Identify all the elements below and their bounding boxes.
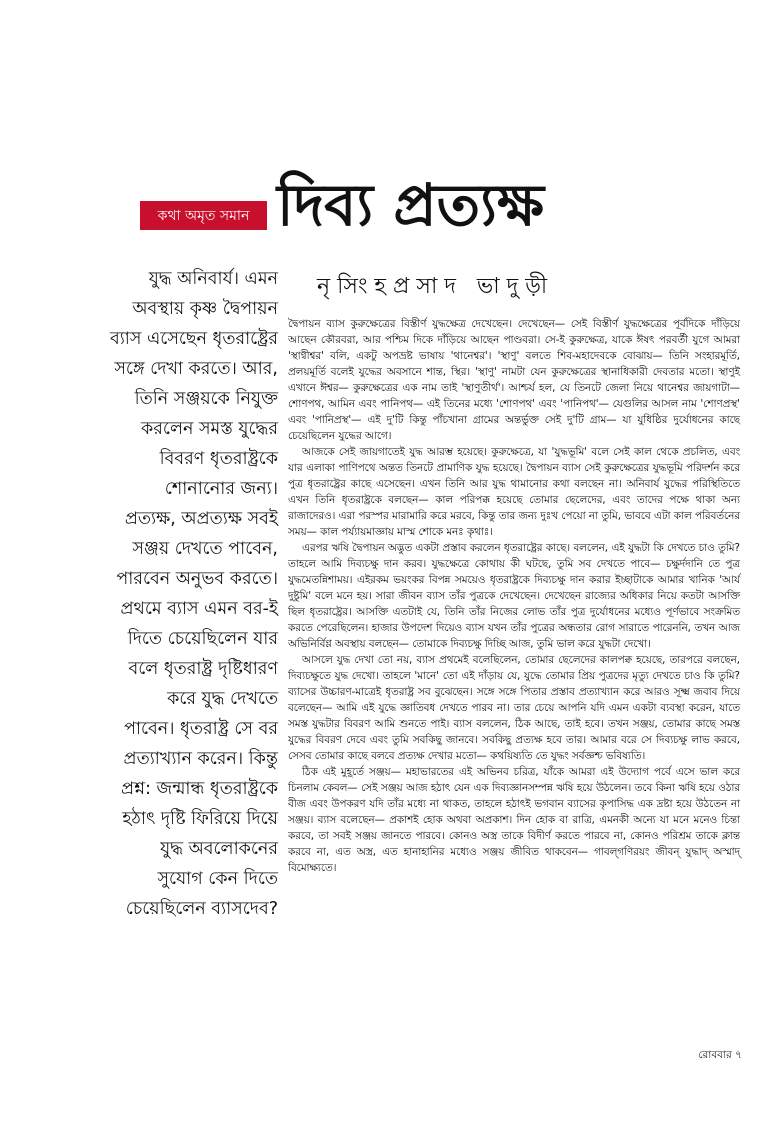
pull-quote-line: হঠাৎ দৃষ্টি ফিরিয়ে দিয়ে <box>122 809 278 829</box>
pull-quote-line: পাবেন। ধৃতরাষ্ট্র সে বর <box>124 719 278 739</box>
body-paragraph: দ্বৈপায়ন ব্যাস কুরুক্ষেত্রের বিস্তীর্ণ যুদ্ধক্ষেত্র দেখেছেন। দেখেছেন— সেই বিস্তীর্ণ যুদ্ধক্ষেত্রের পূর্বদিকে দাঁড়িয়ে আছেন কৌরবরা, আর পশ্চিম দিকে দাঁড়িয়ে আছেন পাণ্ডবরা। সে-ই কুরুক্ষেত্র, যাকে ঈষৎ পরবর্তী যুগে আমরা 'স্থাণ্বীশ্বর' বলি, একটু অপভ্রষ্ট ভাষায় 'থানেশ্বর'। 'স্থাণু' বলতে শিব-মহাদেবকে বোঝায়— তিনি সংহারমূর্তি, প্রলয়মূর্তি বলেই যুদ্ধের অবসানে শান্ত, স্থির। 'স্থাণু' নামটা যেন কুরুক্ষেত্রের স্থানাধিকারী দেবতার মতো। স্থাণুই এখানে ঈশ্বর— কুরুক্ষেত্রের এক নাম তাই 'স্থাণুতীর্থ'। আশ্চর্য হল, যে তিনটে জেলা নিয়ে থানেশ্বর জায়গাটা— শোণপথ, আমিন এবং পানিপথ— এই তিনের মধ্যে 'শোণপথ' এবং 'পানিপথ'— যেগুলির আসল নাম 'শোণপ্রস্থ' এবং 'পানিপ্রস্থ'— এই দু'টি কিন্তু পাঁচখানা গ্রামের অন্তর্ভুক্ত সেই দু'টি গ্রাম— যা যুধিষ্ঠির দুর্যোধনের কাছে চেয়েছিলেন যুদ্ধের আগে। <box>288 318 740 442</box>
pull-quote-line: প্রথমে ব্যাস এমন বর-ই <box>120 599 278 619</box>
pull-quote-line: প্রত্যাখ্যান করেন। কিন্তু <box>123 749 278 769</box>
pull-quote-line: প্রশ্ন: জন্মান্ধ ধৃতরাষ্ট্রকে <box>121 779 278 799</box>
pull-quote-line: প্রত্যক্ষ, অপ্রত্যক্ষ সবই <box>124 509 278 529</box>
body-paragraph: ঠিক এই মুহূর্তে সঞ্জয়— মহাভারতের এই অভিনব চরিত্র, যাঁকে আমরা এই উদ্যোগ পর্বে এসে ভাল করে চিনলাম কেবল— সেই সঞ্জয় আজ হঠাৎ যেন এক দিব্যজ্ঞানসম্পন্ন ঋষি হয়ে উঠলেন। তবে কিনা ঋষি হয়ে ওঠার বীজ এবং উপকরণ যদি তাঁর মধ্যে না থাকত, তাহলে হঠাৎই ভগবান ব্যাসের কৃপাসিদ্ধ এক দ্রষ্টা হয়ে উঠতেন না সঞ্জয়। ব্যাস বলেছেন— প্রকাশই হোক অথবা অপ্রকাশ। দিন হোক বা রাত্রি, এমনকী অন্যে যা মনে মনেও চিন্তা করবে, তা সবই সঞ্জয় জানতে পারবে। কোনও অস্ত্র তাকে বিদীর্ণ করতে পারবে না, কোনও পরিশ্রম তাকে ক্লান্ত করবে না, এত অস্ত্র, এত হানাহানির মধ্যেও সঞ্জয় জীবিত থাকবেন— গাবল্‌গণিরয়ং জীবন্‌ যুদ্ধাদ্‌ অস্মাদ্‌ বিমোক্ষ্যতে। <box>288 766 740 874</box>
page-footer: রোববার ৭ <box>698 1049 742 1061</box>
pull-quote-line: সুযোগ কেন দিতে <box>157 869 278 889</box>
article-body <box>288 316 740 876</box>
author-byline: নৃসিংহপ্রসাদ ভাদুড়ী <box>317 274 555 299</box>
pull-quote-line: দিতে চেয়েছিলেন যার <box>127 629 278 649</box>
article-title: দিব্য প্রত্যক্ষ <box>277 171 544 239</box>
pull-quote-line: অবস্থায় কৃষ্ণ দ্বৈপায়ন <box>132 299 278 319</box>
pull-quote-line: পারবেন অনুভব করতে। <box>116 569 278 589</box>
pull-quote-line: যুদ্ধ অবলোকনের <box>160 839 278 859</box>
pull-quote-line: যুদ্ধ অনিবার্য। এমন <box>148 269 278 289</box>
pull-quote-line: তিনি সঞ্জয়কে নিযুক্ত <box>134 389 278 409</box>
pull-quote-line: বলে ধৃতরাষ্ট্র দৃষ্টিধারণ <box>128 659 278 679</box>
pull-quote-line: চেয়েছিলেন ব্যাসদেব? <box>125 899 278 919</box>
pull-quote-line: সঞ্জয় দেখতে পাবেন, <box>132 539 278 559</box>
body-paragraph: আজকে সেই জায়গাতেই যুদ্ধ আরম্ভ হয়েছে। কুরুক্ষেত্রে, যা 'যুদ্ধভূমি' বলে সেই কাল থেকে প্রচলিত, এবং যার এলাকা পাণিপথে অন্তত তিনটে প্রামাণিক যুদ্ধ হয়েছে। দ্বৈপায়ন ব্যাস সেই কুরুক্ষেত্রের যুদ্ধভূমি পরিদর্শন করে পুত্র ধৃতরাষ্ট্রের কাছে এসেছেন। এখন তিনি আর যুদ্ধ থামানোর কথা বলছেন না। অনিবার্য যুদ্ধের পরিস্থিতিতে এখন তিনি ধৃতরাষ্ট্রকে বলছেন— কাল পরিপক্ক হয়েছে তোমার ছেলেদের, এবং তাদের পক্ষে থাকা অন্য রাজাদেরও। এরা পরস্পর মারামারি করে মরবে, কিন্তু তার জন্য দুঃখ পেয়ো না তুমি, ভাববে এটা কাল পরিবর্তনের সময়— কাল পর্য্যায়মাজ্ঞায় মাস্ম শোকে মনঃ কৃথাঃ। <box>288 446 740 538</box>
pull-quote <box>62 264 278 924</box>
body-paragraph: এরপর ঋষি দ্বৈপায়ন অদ্ভুত একটা প্রস্তাব করলেন ধৃতরাষ্ট্রের কাছে। বললেন, এই যুদ্ধটা কি দেখতে চাও তুমি? তাহলে আমি দিব্যচক্ষু দান করব। যুদ্ধক্ষেত্রে কোথায় কী ঘটছে, তুমি সব দেখতে পাবে— চক্ষুর্দদানি তে পুত্র যুদ্ধমেতন্নিশাময়। এইরকম ভয়ংকর বিপন্ন সময়েও ধৃতরাষ্ট্রকে দিব্যচক্ষু দান করার ইচ্ছাটাকে আমার খানিক 'আর্য দুষ্টুমি' বলে মনে হয়। সারা জীবন ব্যাস তাঁর পুত্রকে দেখেছেন। দেখেছেন রাজ্যের অধিকার নিয়ে কতটা আসক্তি ছিল ধৃতরাষ্ট্রের। আসক্তি এতটাই যে, তিনি তাঁর নিজের লোভ তাঁর পুত্র দুর্যোধনের মধ্যেও পূর্ণভাবে সংক্রমিত করতে পেরেছিলেন। হাজার উপদেশ দিয়েও ব্যাস যখন তাঁর পুত্রের অন্ধতার রোগ সারাতে পারেননি, তখন আজ অভিনির্বিণ্ণ অবস্থায় বলছেন— তোমাকে দিব্যচক্ষু দিচ্ছি আজ, তুমি ভাল করে যুদ্ধটা দেখো। <box>288 542 740 650</box>
pull-quote-line: বিবরণ ধৃতরাষ্ট্রকে <box>159 449 278 469</box>
pull-quote-line: করে যুদ্ধ দেখতে <box>167 689 278 709</box>
pull-quote-line: শোনানোর জন্য। <box>164 479 278 499</box>
pull-quote-line: ব্যাস এসেছেন ধৃতরাষ্ট্রের <box>109 329 278 349</box>
body-paragraph: আসলে যুদ্ধ দেখা তো নয়, ব্যাস প্রথমেই বলেছিলেন, তোমার ছেলেদের কালপক্ব হয়েছে, তারপরে বলছেন, দিব্যচক্ষুতে যুদ্ধ দেখো। তাহলে 'মানে' তো এই দাঁড়ায় যে, যুদ্ধে তোমার প্রিয় পুত্রদের মৃত্যু দেখতে চাও কি তুমি? ব্যাসের উচ্চারণ-মাত্রেই ধৃতরাষ্ট্র সব বুঝেছেন। সঙ্গে সঙ্গে পিতার প্রস্তাব প্রত্যাখ্যান করে আরও সূক্ষ্ম জবাব দিয়ে বলেছেন— আমি এই যুদ্ধে জ্ঞাতিবধ দেখতে পারব না। তার চেয়ে আপনি যদি এমন একটা ব্যবস্থা করেন, যাতে সমস্ত যুদ্ধটার বিবরণ আমি শুনতে পাই। ব্যাস বললেন, ঠিক আছে, তাই হবে। তখন সঞ্জয়, তোমার কাছে সমস্ত যুদ্ধের বিবরণ দেবে এবং তুমি সবকিছু জানবে। সবকিছু প্রত্যক্ষ হবে তার। আমার বরে সে দিব্যচক্ষু লাভ করবে, সেসব তোমার কাছে বলবে প্রত্যক্ষ দেখার মতো— কথয়িষ্যতি তে যুদ্ধং সর্বজ্ঞশ্চ ভবিষ্যতি। <box>288 654 740 762</box>
section-tag: কথা অমৃত সমান <box>140 201 267 230</box>
pull-quote-line: সঙ্গে দেখা করতে। আর, <box>114 359 278 379</box>
pull-quote-line: করলেন সমস্ত যুদ্ধের <box>141 419 278 439</box>
